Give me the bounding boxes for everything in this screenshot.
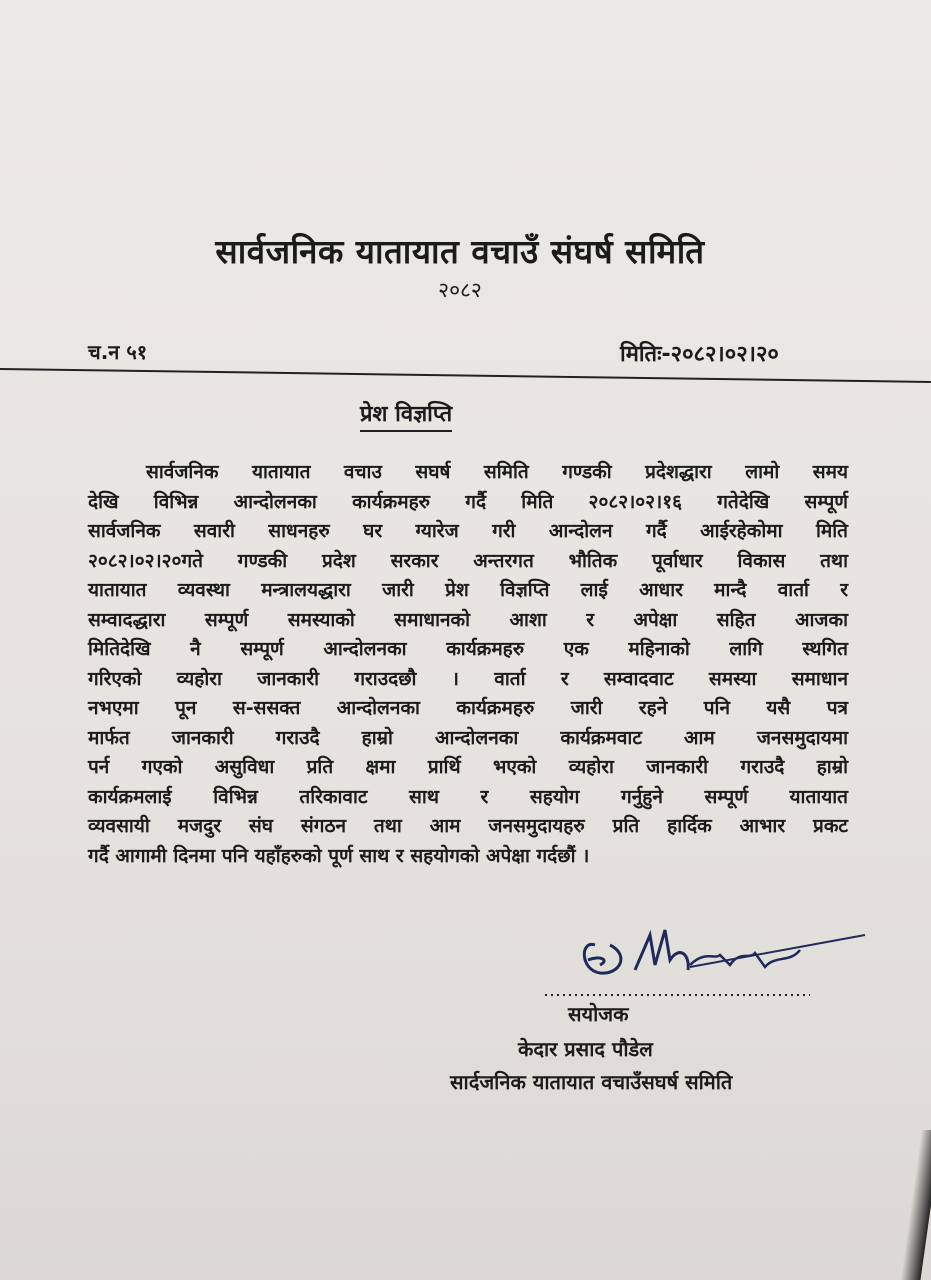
body-line: २०८२।०२।२०गते गण्डकी प्रदेश सरकार अन्तरगत भौतिक पूर्वाधार विकास तथा <box>88 549 848 572</box>
handwritten-signature <box>540 915 880 1005</box>
signatory-organization: सार्दजनिक यातायात वचाउँसघर्ष समिति <box>450 1070 733 1094</box>
committee-title: सार्वजनिक यातायात वचाउँ संघर्ष समिति <box>215 232 705 271</box>
body-line: सम्वादद्धारा सम्पूर्ण समस्याको समाधानको आशा र अपेक्षा सहित आजका <box>88 608 848 631</box>
body-line: मार्फत जानकारी गराउदै हाम्रो आन्दोलनका कार्यक्रमवाट आम जनसमुदायमा <box>88 726 848 749</box>
body-line: मितिदेखि नै सम्पूर्ण आन्दोलनका कार्यक्रमहरु एक महिनाको लागि स्थगित <box>88 638 848 660</box>
body-line: सार्वजनिक सवारी साधनहरु घर ग्यारेज गरी आन्दोलन गर्दै आईरहेकोमा मिति <box>88 520 848 542</box>
reference-number: च.न ५१ <box>88 340 148 364</box>
body-line: देखि विभिन्न आन्दोलनका कार्यक्रमहरु गर्दै मिति २०८२।०२।१६ गतेदेखि सम्पूर्ण <box>88 490 848 513</box>
notice-body <box>88 458 848 871</box>
issue-date: मितिः-२०८२।०२।२० <box>620 342 779 367</box>
header-divider <box>0 368 931 383</box>
signatory-role: सयोजक <box>568 1002 629 1026</box>
body-line: नभएमा पून स-ससक्त आन्दोलनका कार्यक्रमहरु जारी रहने पनि यसै पत्र <box>88 697 848 719</box>
body-line: यातायात व्यवस्था मन्त्रालयद्धारा जारी प्रेश विज्ञप्ति लाई आधार मान्दै वार्ता र <box>88 579 848 601</box>
body-line: पर्न गएको असुविधा प्रति क्षमा प्रार्थि भएको व्यहोरा जानकारी गराउदै हाम्रो <box>88 756 848 778</box>
photo-edge-shadow <box>900 1130 931 1280</box>
notice-heading: प्रेश विज्ञप्ति <box>360 398 452 432</box>
body-line: सार्वजनिक यातायात वचाउ सघर्ष समिति गण्डकी प्रदेशद्धारा लामो समय <box>146 461 848 483</box>
body-line: गरिएको व्यहोरा जानकारी गराउदछौ । वार्ता र सम्वादवाट समस्या समाधान <box>88 667 848 690</box>
letterhead-year: २०८२ <box>438 278 482 302</box>
body-line: कार्यक्रमलाई विभिन्न तरिकावाट साथ र सहयोग गर्नुहुने सम्पूर्ण यातायात <box>88 785 848 808</box>
signatory-name: केदार प्रसाद पौडेल <box>518 1037 653 1061</box>
body-line: गर्दै आगामी दिनमा पनि यहाँहरुको पूर्ण साथ र सहयोगको अपेक्षा गर्दछौं । <box>88 844 590 867</box>
body-line: व्यवसायी मजदुर संघ संगठन तथा आम जनसमुदायहरु प्रति हार्दिक आभार प्रकट <box>88 815 848 837</box>
